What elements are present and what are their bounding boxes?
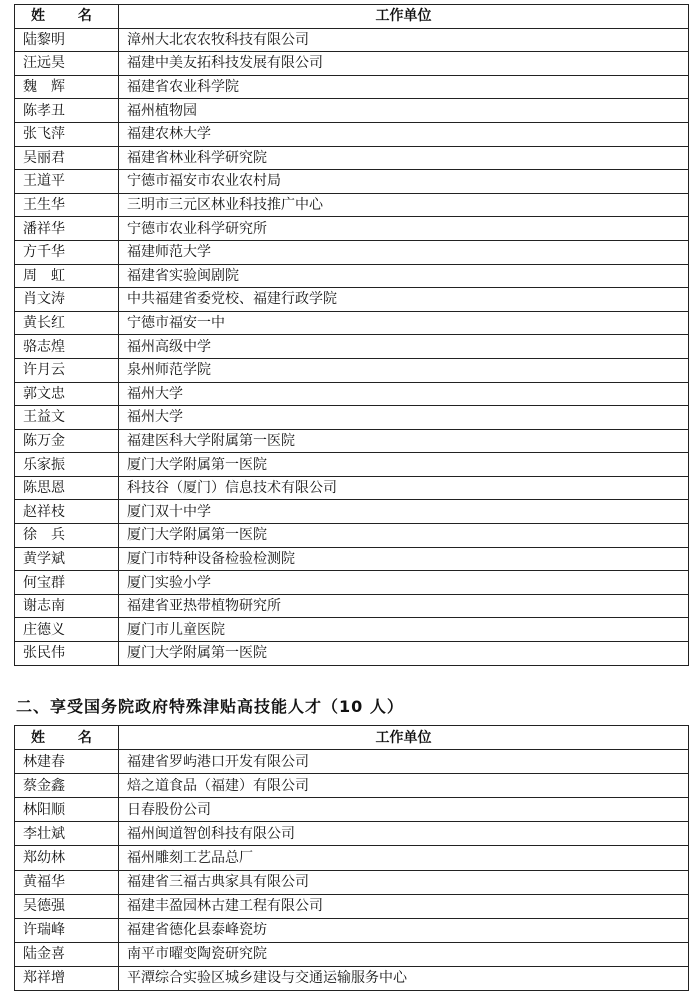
table-body bbox=[15, 750, 689, 991]
table-header-row bbox=[15, 726, 689, 750]
table-row bbox=[15, 918, 689, 942]
work-unit-cell: 厦门实验小学 bbox=[119, 571, 689, 595]
work-unit-cell: 泉州师范学院 bbox=[119, 358, 689, 382]
table-row bbox=[15, 642, 689, 666]
person-name-cell: 何宝群 bbox=[15, 571, 119, 595]
person-name-cell: 汪远昊 bbox=[15, 52, 119, 76]
table-row bbox=[15, 240, 689, 264]
work-unit-cell: 厦门大学附属第一医院 bbox=[119, 524, 689, 548]
table-body bbox=[15, 28, 689, 665]
table-row bbox=[15, 750, 689, 774]
work-unit-cell: 福建省农业科学院 bbox=[119, 75, 689, 99]
work-unit-cell: 漳州大北农农牧科技有限公司 bbox=[119, 28, 689, 52]
work-unit-cell: 厦门市特种设备检验检测院 bbox=[119, 547, 689, 571]
person-name-cell: 徐 兵 bbox=[15, 524, 119, 548]
table-row bbox=[15, 846, 689, 870]
work-unit-cell: 福州高级中学 bbox=[119, 335, 689, 359]
person-name-cell: 黄长红 bbox=[15, 311, 119, 335]
person-name-cell: 庄德义 bbox=[15, 618, 119, 642]
work-unit-cell: 科技谷（厦门）信息技术有限公司 bbox=[119, 476, 689, 500]
table-row bbox=[15, 894, 689, 918]
person-name-cell: 郭文忠 bbox=[15, 382, 119, 406]
table-row bbox=[15, 28, 689, 52]
work-unit-cell: 福州闽道智创科技有限公司 bbox=[119, 822, 689, 846]
table-row bbox=[15, 594, 689, 618]
table-row bbox=[15, 547, 689, 571]
person-name-cell: 陆金喜 bbox=[15, 942, 119, 966]
work-unit-cell: 福建医科大学附属第一医院 bbox=[119, 429, 689, 453]
work-unit-cell: 三明市三元区林业科技推广中心 bbox=[119, 193, 689, 217]
table-row bbox=[15, 942, 689, 966]
table-row bbox=[15, 500, 689, 524]
work-unit-cell: 福建省实验闽剧院 bbox=[119, 264, 689, 288]
table-row bbox=[15, 822, 689, 846]
table-row bbox=[15, 429, 689, 453]
work-unit-cell: 福建农林大学 bbox=[119, 122, 689, 146]
person-name-cell: 王益文 bbox=[15, 406, 119, 430]
person-name-cell: 林阳顺 bbox=[15, 798, 119, 822]
person-name-cell: 潘祥华 bbox=[15, 217, 119, 241]
work-unit-cell: 焙之道食品（福建）有限公司 bbox=[119, 774, 689, 798]
work-unit-cell: 福州植物园 bbox=[119, 99, 689, 123]
table-row bbox=[15, 406, 689, 430]
table-row bbox=[15, 476, 689, 500]
work-unit-cell: 中共福建省委党校、福建行政学院 bbox=[119, 288, 689, 312]
table-row bbox=[15, 217, 689, 241]
work-unit-cell: 宁德市农业科学研究所 bbox=[119, 217, 689, 241]
person-name-cell: 魏 辉 bbox=[15, 75, 119, 99]
table-row bbox=[15, 99, 689, 123]
work-unit-cell: 福州大学 bbox=[119, 382, 689, 406]
table-row bbox=[15, 382, 689, 406]
work-unit-cell: 福建省亚热带植物研究所 bbox=[119, 594, 689, 618]
person-name-cell: 黄学斌 bbox=[15, 547, 119, 571]
person-name-cell: 陈万金 bbox=[15, 429, 119, 453]
table-row bbox=[15, 75, 689, 99]
table-row bbox=[15, 453, 689, 477]
table-row bbox=[15, 193, 689, 217]
talent-table-2 bbox=[14, 725, 689, 991]
person-name-cell: 陆黎明 bbox=[15, 28, 119, 52]
table-row bbox=[15, 170, 689, 194]
table-row bbox=[15, 335, 689, 359]
table-row bbox=[15, 571, 689, 595]
person-name-cell: 许月云 bbox=[15, 358, 119, 382]
person-name-cell: 谢志南 bbox=[15, 594, 119, 618]
work-unit-cell: 厦门大学附属第一医院 bbox=[119, 642, 689, 666]
person-name-cell: 骆志煌 bbox=[15, 335, 119, 359]
person-name-cell: 陈孝丑 bbox=[15, 99, 119, 123]
work-unit-cell: 福建师范大学 bbox=[119, 240, 689, 264]
work-unit-cell: 厦门大学附属第一医院 bbox=[119, 453, 689, 477]
person-name-cell: 吴德强 bbox=[15, 894, 119, 918]
table-header-row bbox=[15, 5, 689, 29]
table-row bbox=[15, 798, 689, 822]
work-unit-cell: 福州大学 bbox=[119, 406, 689, 430]
table-row bbox=[15, 264, 689, 288]
unit-column-header: 工作单位 bbox=[119, 5, 689, 29]
table-row bbox=[15, 870, 689, 894]
table-row bbox=[15, 618, 689, 642]
table-row bbox=[15, 358, 689, 382]
person-name-cell: 陈思恩 bbox=[15, 476, 119, 500]
work-unit-cell: 福州雕刻工艺品总厂 bbox=[119, 846, 689, 870]
work-unit-cell: 南平市曜变陶瓷研究院 bbox=[119, 942, 689, 966]
person-name-cell: 黄福华 bbox=[15, 870, 119, 894]
person-name-cell: 肖文涛 bbox=[15, 288, 119, 312]
person-name-cell: 许瑞峰 bbox=[15, 918, 119, 942]
work-unit-cell: 厦门双十中学 bbox=[119, 500, 689, 524]
work-unit-cell: 宁德市福安一中 bbox=[119, 311, 689, 335]
work-unit-cell: 日春股份公司 bbox=[119, 798, 689, 822]
table-row bbox=[15, 524, 689, 548]
work-unit-cell: 福建省林业科学研究院 bbox=[119, 146, 689, 170]
section-heading: 二、享受国务院政府特殊津贴高技能人才（10 人） bbox=[16, 697, 404, 716]
person-name-cell: 周 虹 bbox=[15, 264, 119, 288]
person-name-cell: 方千华 bbox=[15, 240, 119, 264]
work-unit-cell: 平潭综合实验区城乡建设与交通运输服务中心 bbox=[119, 966, 689, 990]
person-name-cell: 蔡金鑫 bbox=[15, 774, 119, 798]
name-column-header: 姓 名 bbox=[15, 5, 119, 29]
unit-column-header: 工作单位 bbox=[119, 726, 689, 750]
table-row bbox=[15, 122, 689, 146]
work-unit-cell: 福建丰盈园林古建工程有限公司 bbox=[119, 894, 689, 918]
talent-table-1 bbox=[14, 4, 689, 666]
person-name-cell: 赵祥枝 bbox=[15, 500, 119, 524]
table-row bbox=[15, 311, 689, 335]
table-row bbox=[15, 146, 689, 170]
work-unit-cell: 宁德市福安市农业农村局 bbox=[119, 170, 689, 194]
work-unit-cell: 厦门市儿童医院 bbox=[119, 618, 689, 642]
person-name-cell: 郑幼林 bbox=[15, 846, 119, 870]
table-row bbox=[15, 966, 689, 990]
table-row bbox=[15, 52, 689, 76]
person-name-cell: 李壮斌 bbox=[15, 822, 119, 846]
person-name-cell: 张飞萍 bbox=[15, 122, 119, 146]
person-name-cell: 郑祥增 bbox=[15, 966, 119, 990]
work-unit-cell: 福建省三福古典家具有限公司 bbox=[119, 870, 689, 894]
name-column-header: 姓 名 bbox=[15, 726, 119, 750]
work-unit-cell: 福建省罗屿港口开发有限公司 bbox=[119, 750, 689, 774]
person-name-cell: 林建春 bbox=[15, 750, 119, 774]
table-row bbox=[15, 288, 689, 312]
person-name-cell: 吴丽君 bbox=[15, 146, 119, 170]
work-unit-cell: 福建中美友拓科技发展有限公司 bbox=[119, 52, 689, 76]
table-row bbox=[15, 774, 689, 798]
person-name-cell: 乐家振 bbox=[15, 453, 119, 477]
work-unit-cell: 福建省德化县泰峰瓷坊 bbox=[119, 918, 689, 942]
person-name-cell: 王生华 bbox=[15, 193, 119, 217]
person-name-cell: 王道平 bbox=[15, 170, 119, 194]
person-name-cell: 张民伟 bbox=[15, 642, 119, 666]
